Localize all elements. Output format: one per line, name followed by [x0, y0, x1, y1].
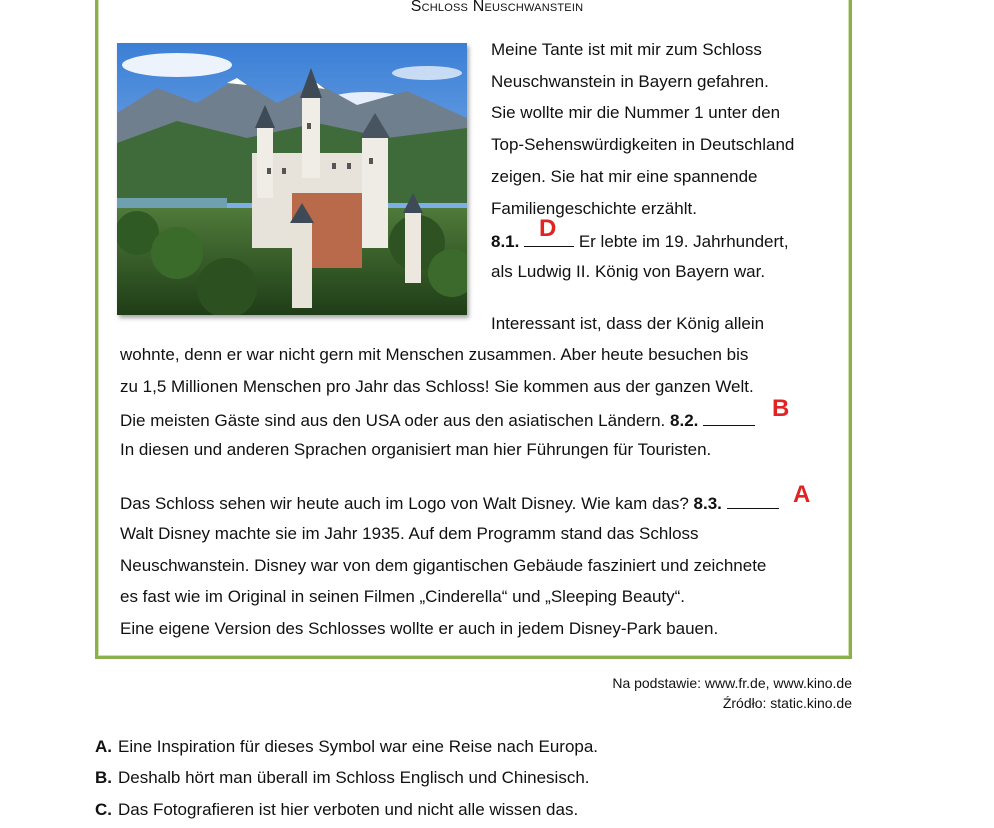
gap-8-3-line: [120, 492, 779, 514]
castle-image: [117, 43, 467, 315]
paragraph-line: zeigen. Sie hat mir eine spannende: [491, 167, 758, 186]
paragraph-line: Interessant ist, dass der König allein: [491, 314, 765, 333]
gap-8-2-line: [120, 409, 755, 431]
gap-8-3-answer: A: [793, 481, 811, 508]
paragraph-line: Familiengeschichte erzählt.: [491, 199, 697, 218]
paragraph-line: Meine Tante ist mit mir zum Schloss: [491, 40, 762, 59]
paragraph-line: Neuschwanstein. Disney war von dem gigantischen Gebäude fasziniert und zeichnete: [120, 556, 767, 575]
paragraph-line-text: Die meisten Gäste sind aus den USA oder aus den asiatischen Ländern.: [120, 411, 666, 430]
paragraph-line: Neuschwanstein in Bayern gefahren.: [491, 72, 769, 91]
source-image: Źródło: static.kino.de: [722, 695, 852, 711]
castle-photo: [117, 43, 467, 315]
option-letter: C.: [95, 800, 112, 819]
gap-8-2-blank[interactable]: [703, 409, 755, 426]
option-text: Deshalb hört man überall im Schloss Englisch und Chinesisch.: [118, 768, 590, 787]
paragraph-line: Walt Disney machte sie im Jahr 1935. Auf dem Programm stand das Schloss: [120, 524, 699, 543]
option-c: [95, 800, 578, 820]
gap-8-1-answer: D: [539, 215, 557, 242]
paragraph-line-text: Das Schloss sehen wir heute auch im Logo von Walt Disney. Wie kam das?: [120, 494, 689, 513]
gap-8-1-number: 8.1.: [491, 232, 520, 251]
option-letter: B.: [95, 768, 112, 787]
page-title: Schloss Neuschwanstein: [410, 0, 584, 15]
paragraph-line: wohnte, denn er war nicht gern mit Menschen zusammen. Aber heute besuchen bis: [120, 345, 749, 364]
paragraph-line: zu 1,5 Millionen Menschen pro Jahr das Schloss! Sie kommen aus der ganzen Welt.: [120, 377, 754, 396]
source-based-on: Na podstawie: www.fr.de, www.kino.de: [612, 675, 852, 691]
option-text: Eine Inspiration für dieses Symbol war eine Reise nach Europa.: [118, 737, 599, 756]
gap-8-1-after: Er lebte im 19. Jahrhundert,: [578, 232, 789, 251]
paragraph-line: In diesen und anderen Sprachen organisiert man hier Führungen für Touristen.: [120, 440, 712, 459]
option-text: Das Fotografieren ist hier verboten und nicht alle wissen das.: [118, 800, 579, 819]
gap-8-2-answer: B: [772, 395, 790, 422]
paragraph-line: Top-Sehenswürdigkeiten in Deutschland: [491, 135, 795, 154]
paragraph-line: Sie wollte mir die Nummer 1 unter den: [491, 103, 781, 122]
paragraph-line: als Ludwig II. König von Bayern war.: [491, 262, 766, 281]
option-letter: A.: [95, 737, 112, 756]
paragraph-line: Eine eigene Version des Schlosses wollte er auch in jedem Disney-Park bauen.: [120, 619, 719, 638]
gap-8-2-number: 8.2.: [670, 411, 699, 430]
option-b: [95, 768, 590, 788]
gap-8-3-blank[interactable]: [727, 492, 779, 509]
gap-8-3-number: 8.3.: [693, 494, 722, 513]
paragraph-line: es fast wie im Original in seinen Filmen „Cinderella“ und „Sleeping Beauty“.: [120, 587, 686, 606]
option-a: [95, 737, 598, 757]
gap-8-1-line: [491, 230, 789, 252]
